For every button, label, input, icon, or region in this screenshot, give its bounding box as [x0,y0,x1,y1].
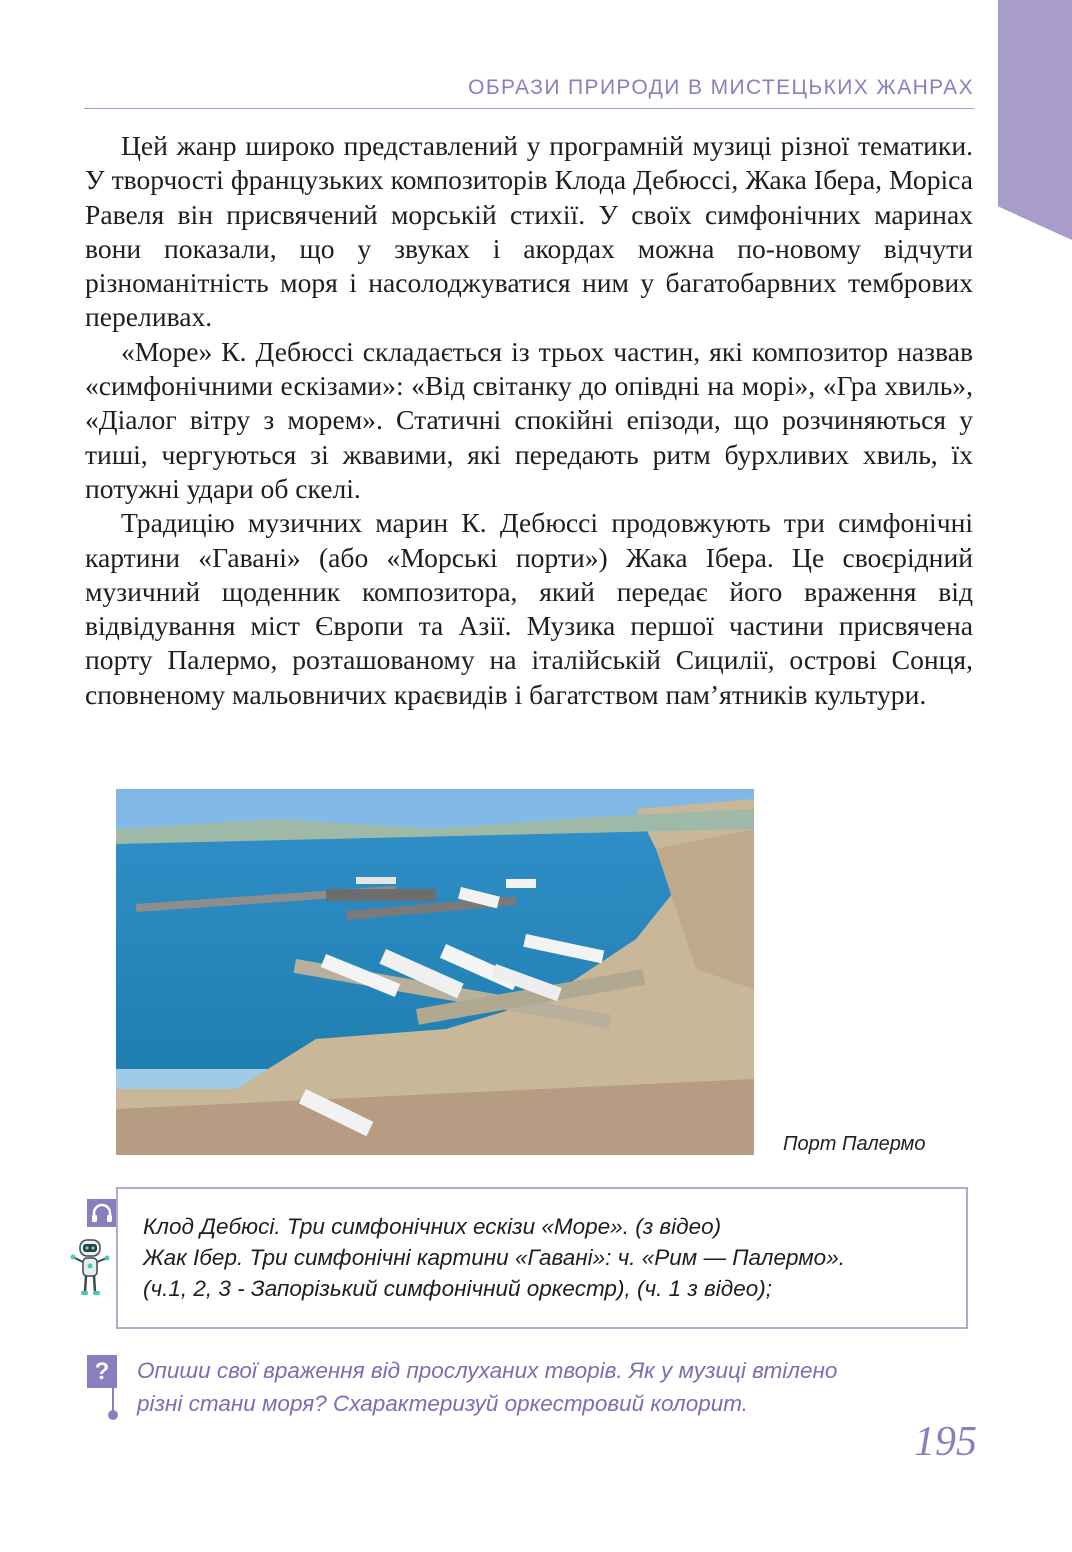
robot-mascot-icon [67,1237,113,1304]
body-text [85,129,973,712]
running-head: ОБРАЗИ ПРИРОДИ В МИСТЕЦЬКИХ ЖАНРАХ [84,76,974,109]
question-line: Опиши свої враження від прослуханих творів. Як у музиці втілено [137,1358,838,1383]
question-line: різні стани моря? Схарактеризуй оркестровий колорит. [137,1391,748,1416]
palermo-port-photo [116,789,754,1155]
question-marker-dot [108,1410,118,1420]
question-icon: ? [87,1355,117,1388]
listening-item: (ч.1, 2, 3 - Запорізький симфонічний оркестр), (ч. 1 з відео); [143,1276,773,1301]
paragraph-3: Традицію музичних марин К. Дебюссі продовжують три симфонічні картини «Гавані» (або «Морські порти») Жака Ібера. Це своєрідний музичний щоденник композитора, який передає його враження від відвідування міст Європи та Азії. Музика першої частини присвячена порту Палермо, розташованому на італійській Сицилії, острові Сонця, сповненому мальовничих краєвидів і багатством пам’ятників культури. [85,507,973,710]
chapter-corner-tab [998,0,1072,240]
page-number: 195 [914,1419,977,1465]
listening-item: Клод Дебюсі. Три симфонічних ескізи «Море». (з відео) [143,1214,722,1239]
question-text [137,1354,837,1420]
paragraph-2: «Море» К. Дебюссі складається із трьох частин, які композитор назвав «симфонічними ескізами»: «Від світанку до опівдні на морі», «Гра хвиль», «Діалог вітру з морем». Статичні спокійні епізоди, що розчиняються у тиші, чергуються зі жвавими, які передають ритм бурхливих хвиль, їх потужні удари об скелі. [85,335,973,504]
paragraph-1: Цей жанр широко представлений у програмній музиці різної тематики. У творчості французьких композиторів Клода Дебюссі, Жака Ібера, Моріса Равеля він присвячений морській стихії. У своїх симфонічних маринах вони показали, що у звуках і акордах можна по-новому відчути різноманітність моря і насолоджуватися ним у багатобарвних тембрових переливах. [85,130,973,333]
photo-caption: Порт Палермо [783,1133,926,1155]
listening-list [143,1211,845,1304]
question-marker-stem [112,1388,114,1412]
headphones-icon [87,1199,117,1227]
listening-item: Жак Ібер. Три симфонічні картини «Гавані»: ч. «Рим — Палермо». [143,1245,845,1270]
